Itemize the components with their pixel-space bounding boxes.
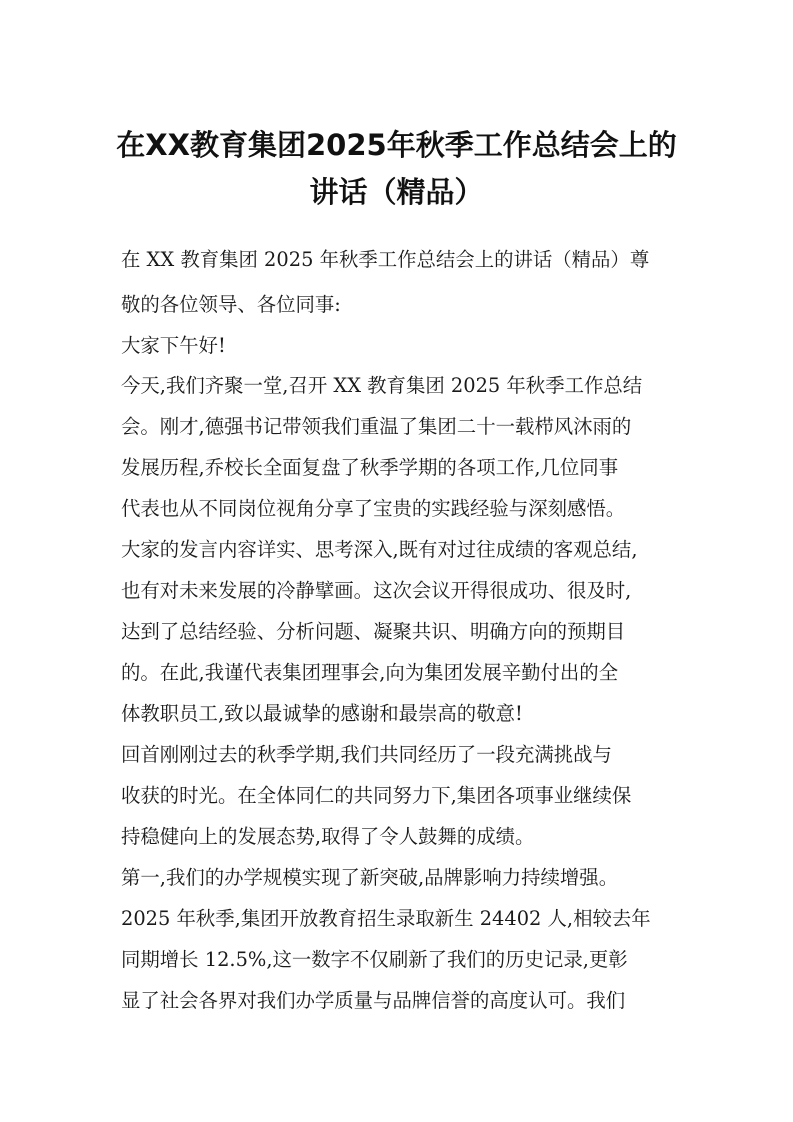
body-line: 也有对未来发展的冷静擘画。这次会议开得很成功、很及时,	[121, 579, 632, 602]
body-line: 同期增长 12.5%,这一数字不仅刷新了我们的历史记录,更彰	[121, 948, 628, 971]
body-line: 2025 年秋季,集团开放教育招生录取新生 24402 人,相较去年	[121, 907, 651, 930]
body-line: 显了社会各界对我们办学质量与品牌信誉的高度认可。我们	[121, 989, 626, 1012]
body-line: 第一,我们的办学规模实现了新突破,品牌影响力持续增强。	[121, 866, 619, 889]
body-line: 代表也从不同岗位视角分享了宝贵的实践经验与深刻感悟。	[121, 497, 626, 520]
body-line: 体教职员工,致以最诚挚的感谢和最崇高的敬意!	[121, 702, 523, 725]
body-line: 今天,我们齐聚一堂,召开 XX 教育集团 2025 年秋季工作总结	[121, 374, 643, 397]
body-line: 敬的各位领导、各位同事:	[121, 293, 341, 316]
body-line: 大家下午好!	[121, 334, 226, 357]
document-title-line-1: 在XX教育集团2025年秋季工作总结会上的	[116, 128, 677, 162]
body-line: 达到了总结经验、分析问题、凝聚共识、明确方向的预期目	[121, 620, 626, 643]
body-line: 的。在此,我谨代表集团理事会,向为集团发展辛勤付出的全	[121, 661, 619, 684]
body-line: 会。刚才,德强书记带领我们重温了集团二十一载栉风沐雨的	[121, 415, 632, 438]
body-line: 回首刚刚过去的秋季学期,我们共同经历了一段充满挑战与	[121, 743, 612, 766]
body-line: 在 XX 教育集团 2025 年秋季工作总结会上的讲话（精品）尊	[121, 248, 650, 271]
body-line: 大家的发言内容详实、思考深入,既有对过往成绩的客观总结,	[121, 538, 638, 561]
body-line: 持稳健向上的发展态势,取得了令人鼓舞的成绩。	[121, 825, 535, 848]
body-line: 发展历程,乔校长全面复盘了秋季学期的各项工作,几位同事	[121, 456, 619, 479]
document-title-line-2: 讲话（精品）	[309, 175, 484, 209]
body-line: 收获的时光。在全体同仁的共同努力下,集团各项事业继续保	[121, 784, 632, 807]
